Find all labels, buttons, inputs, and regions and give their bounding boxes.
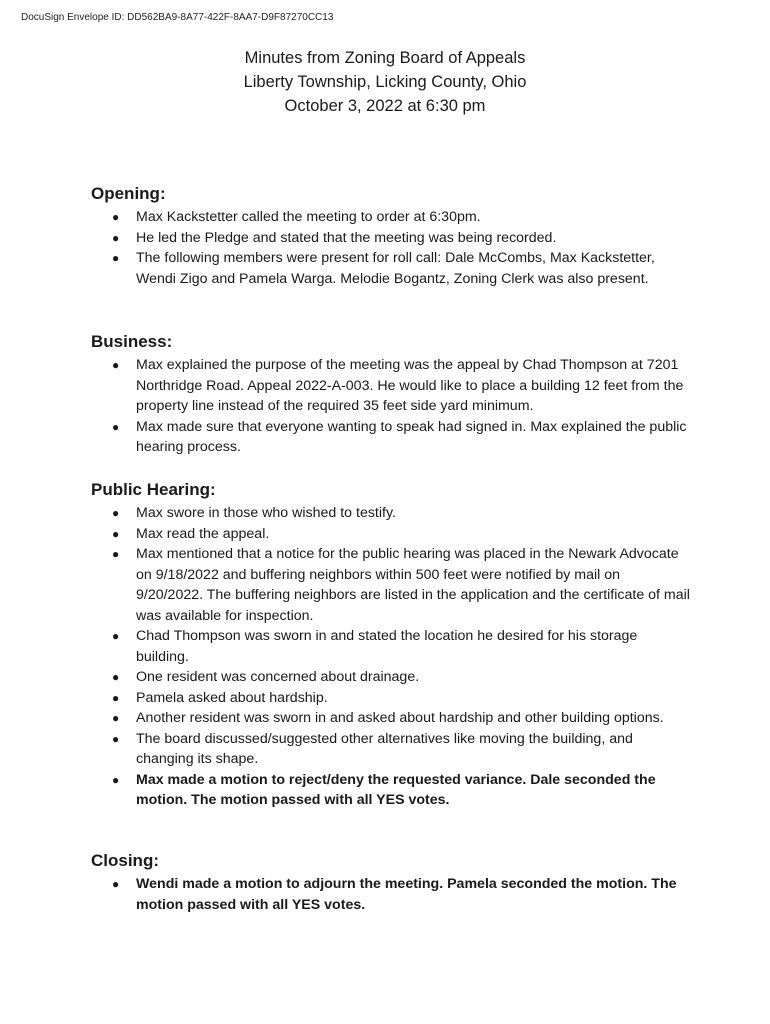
section-opening [91, 183, 691, 289]
bullet-icon: ● [112, 731, 120, 746]
bullet-icon: ● [112, 419, 120, 434]
bullet-list [91, 355, 691, 458]
bullet-icon: ● [112, 629, 120, 643]
list-item: ● Max explained the purpose of the meeting was the appeal by Chad Thompson at 7201 Northridge Road. Appeal 2022-A-003. He would like to place a building 12 feet from the property line instead of the required 35 feet side yard minimum. [112, 357, 684, 414]
bullet-icon: ● [112, 210, 120, 224]
bullet-list [91, 207, 691, 289]
bullet-icon: ● [112, 547, 120, 561]
bullet-icon: ● [112, 506, 120, 520]
section-heading: Opening: [91, 184, 166, 203]
list-item: ● Max made sure that everyone wanting to speak had signed in. Max explained the public hearing process. [112, 418, 687, 455]
section-heading: Public Hearing: [91, 480, 216, 499]
bullet-icon: ● [112, 877, 120, 891]
bullet-list [91, 874, 691, 915]
section-public-hearing [91, 479, 691, 811]
list-item: ● Max mentioned that a notice for the public hearing was placed in the Newark Advocate on 9/18/2022 and buffering neighbors within 500 feet were notified by mail on 9/20/2022. The buffering neighbors are listed in the application and the certificate of mail was available for inspection. [112, 546, 690, 624]
list-item: ● Max read the appeal. [91, 524, 691, 545]
document-title [0, 46, 770, 118]
bullet-icon: ● [112, 772, 120, 787]
bullet-icon: ● [112, 711, 120, 725]
motion-item: ● Wendi made a motion to adjourn the meeting. Pamela seconded the motion. The motion passed with all YES votes. [112, 876, 677, 913]
title-line-township: Liberty Township, Licking County, Ohio [243, 73, 527, 91]
list-item: ● Chad Thompson was sworn in and stated the location he desired for his storage building. [112, 628, 638, 665]
list-item: ● Max swore in those who wished to testify. [91, 503, 691, 524]
motion-item: ● Max made a motion to reject/deny the requested variance. Dale seconded the motion. The motion passed with all YES votes. [112, 771, 656, 808]
section-closing [91, 850, 691, 915]
bullet-icon: ● [112, 526, 120, 541]
section-business [91, 331, 691, 458]
section-heading: Closing: [91, 851, 159, 870]
bullet-list [91, 503, 691, 811]
list-item: ● One resident was concerned about drainage. [91, 667, 691, 688]
envelope-id: DocuSign Envelope ID: DD562BA9-8A77-422F-8AA7-D9F87270CC13 [21, 12, 334, 23]
list-item: ● The following members were present for roll call: Dale McCombs, Max Kackstetter, Wendi Zigo and Pamela Warga. Melodie Bogantz, Zoning Clerk was also present. [112, 250, 655, 287]
list-item: ● Another resident was sworn in and asked about hardship and other building options. [91, 708, 691, 729]
title-line-date: October 3, 2022 at 6:30 pm [284, 97, 486, 115]
list-item: ● Max Kackstetter called the meeting to order at 6:30pm. [91, 207, 691, 228]
title-line-board: Minutes from Zoning Board of Appeals [244, 49, 526, 67]
list-item: ● Pamela asked about hardship. [91, 688, 691, 709]
bullet-icon: ● [112, 358, 120, 372]
bullet-icon: ● [112, 230, 120, 245]
section-heading: Business: [91, 332, 173, 351]
list-item: ● He led the Pledge and stated that the meeting was being recorded. [91, 228, 691, 249]
bullet-icon: ● [112, 251, 120, 265]
bullet-icon: ● [112, 690, 120, 705]
list-item: ● The board discussed/suggested other alternatives like moving the building, and changing its shape. [112, 730, 633, 767]
bullet-icon: ● [112, 670, 120, 684]
